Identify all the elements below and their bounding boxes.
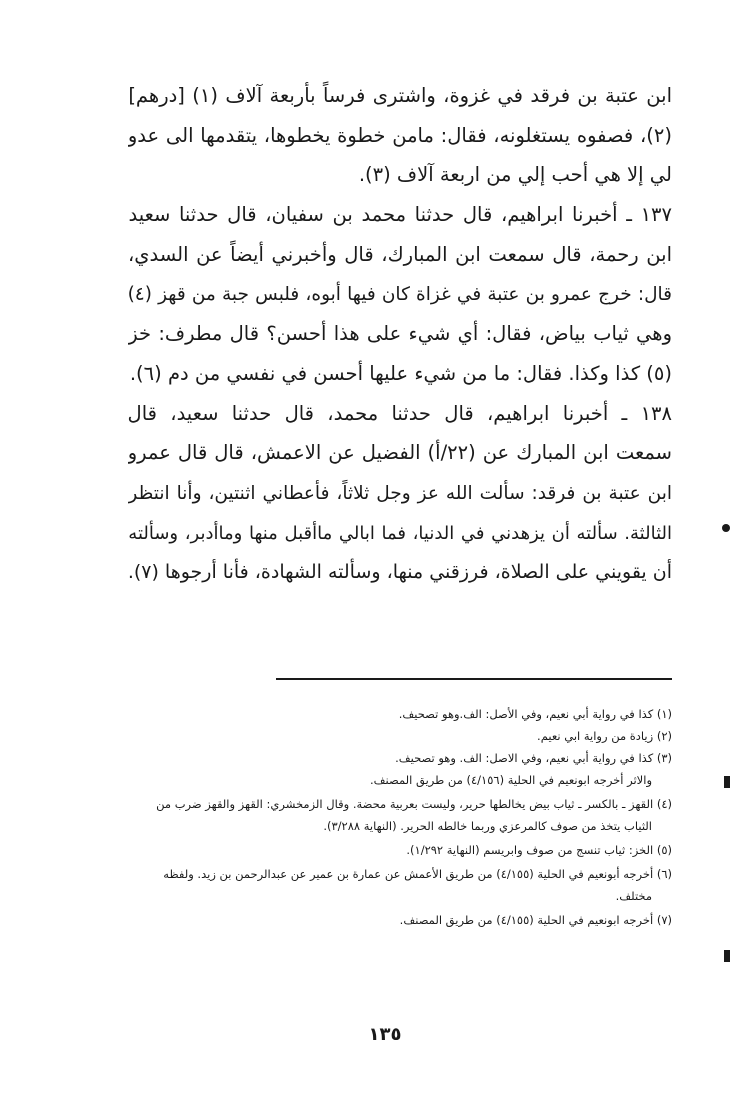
footnote-line: والاثر أخرجه ابونعيم في الحلية (٤/١٥٦) من طريق المصنف. [369, 773, 652, 787]
margin-mark [722, 524, 730, 532]
text-line: قال: خرج عمرو بن عتبة في غزاة كان فيها أبوه، فلبس جبة من قهز (٤) [128, 284, 672, 306]
text-line: ابن رحمة، قال سمعت ابن المبارك، قال وأخبرني أيضاً عن السدي، [128, 242, 672, 266]
footnote-line: (٢) زيادة من رواية ابي نعيم. [537, 729, 672, 743]
main-text-block [128, 76, 672, 592]
text-line: (٥) كذا وكذا. فقال: ما من شيء عليها أحسن في نفسي من دم (٦). [129, 361, 672, 385]
text-line: ابن عتبة بن فرقد: سألت الله عز وجل ثلاثاً، فأعطاني اثنتين، وأنا انتظر [128, 482, 672, 504]
page-number: ١٣٥ [368, 1024, 402, 1045]
footnote-divider [276, 678, 672, 680]
text-line: سمعت ابن المبارك عن (٢٢/أ) الفضيل عن الاعمش، قال قال عمرو [128, 441, 672, 465]
footnotes-block [128, 703, 672, 931]
text-line: ابن عتبة بن فرقد في غزوة، واشترى فرساً بأربعة آلاف (١) [درهم] [128, 84, 672, 107]
footnote-line: مختلف. [615, 889, 652, 903]
text-line: الثالثة. سألته أن يزهدني في الدنيا، فما ابالي ماأقبل منها وماأدبر، وسألته [128, 522, 672, 544]
text-line: (٢)، فصفوه يستغلونه، فقال: مامن خطوة يخطوها، يتقدمها الى عدو [128, 123, 672, 147]
footnote-line: (٣) كذا في رواية أبي نعيم، وفي الاصل: الف. وهو تصحيف. [395, 751, 672, 765]
margin-mark [724, 776, 730, 788]
margin-mark [724, 950, 730, 962]
footnote-line: (٦) أخرجه أبونعيم في الحلية (٤/١٥٥) من طريق الأعمش عن عمارة بن عمير عن عبدالرحمن بن زيد. ولفظه [163, 867, 672, 881]
footnote-line: (٥) الخز: ثياب تنسج من صوف وابريسم (النهاية ١/٢٩٢). [406, 843, 672, 857]
text-line: ١٣٨ ـ أخبرنا ابراهيم، قال حدثنا محمد، قال حدثنا سعيد، قال [128, 401, 672, 425]
text-line: وهي ثياب بياض، فقال: أي شيء على هذا أحسن؟ قال مطرف: خز [128, 322, 672, 346]
footnote-line: (٧) أخرجه ابونعيم في الحلية (٤/١٥٥) من طريق المصنف. [399, 913, 672, 927]
footnote-line: (٤) القهز ـ بالكسر ـ ثياب بيض يخالطها حرير، وليست بعربية محضة. وقال الزمخشري: القهز والقهز ضرب من [156, 797, 672, 811]
text-line: ١٣٧ ـ أخبرنا ابراهيم، قال حدثنا محمد بن سفيان، قال حدثنا سعيد [128, 203, 672, 227]
footnote-line: (١) كذا في رواية أبي نعيم، وفي الأصل: الف.وهو تصحيف. [398, 707, 672, 721]
footnote-line: الثياب يتخذ من صوف كالمرعزي وربما خالطه الحرير. (النهاية ٣/٢٨٨). [323, 819, 652, 833]
text-line: لي إلا هي أحب إلي من اربعة آلاف (٣). [358, 163, 672, 187]
text-line: أن يقويني على الصلاة، فرزقني منها، وسألته الشهادة، فأنا أرجوها (٧). [128, 561, 672, 584]
